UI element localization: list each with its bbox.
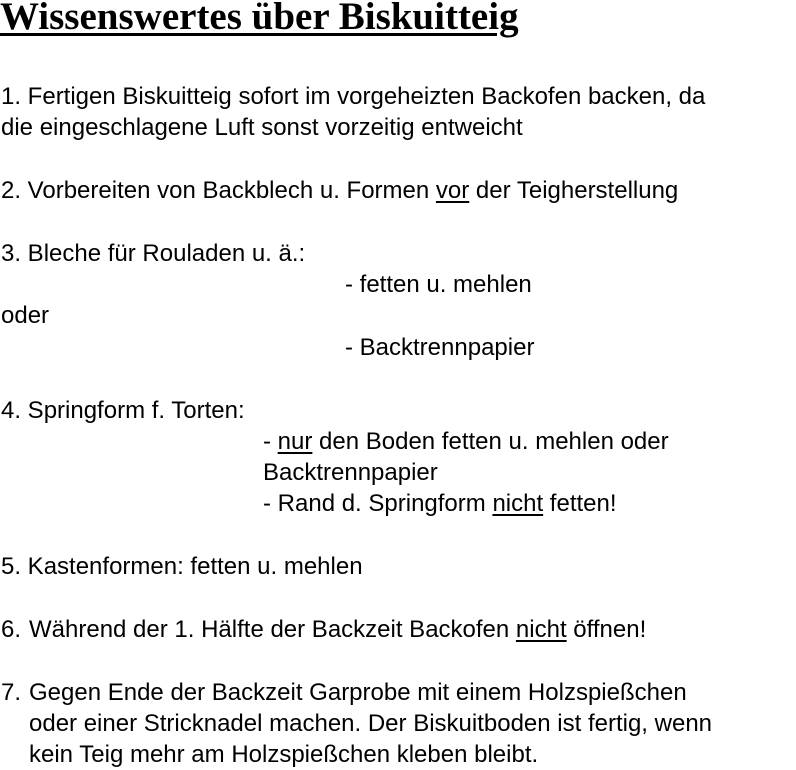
tip-3-option-2: - Backtrennpapier: [345, 334, 535, 361]
page-title: Wissenswertes über Biskuitteig: [0, 0, 519, 38]
tip-4-item-2-text-start: - Rand d. Springform: [263, 490, 493, 517]
tip-4-item-1-prefix: -: [263, 428, 278, 455]
tip-1-line-2: die eingeschlagene Luft sonst vorzeitig entweicht: [1, 114, 523, 141]
tip-6-text-end: öffnen!: [566, 616, 647, 643]
tip-6: [29, 616, 646, 644]
tip-6-text-start: Während der 1. Hälfte der Backzeit Backofen: [29, 616, 516, 643]
tip-4-item-2-text-end: fetten!: [543, 490, 617, 517]
tip-5: 5. Kastenformen: fetten u. mehlen: [1, 553, 363, 580]
tip-2: [1, 177, 678, 205]
tip-4-item-1-emphasis: nur: [277, 428, 313, 455]
tip-3-heading: 3. Bleche für Rouladen u. ä.:: [1, 240, 306, 267]
tip-6-emphasis: nicht: [515, 616, 567, 643]
tip-7-line-1: Gegen Ende der Backzeit Garprobe mit einem Holzspießchen: [29, 679, 687, 706]
tip-7-line-2: oder einer Stricknadel machen. Der Biskuitboden ist fertig, wenn: [29, 710, 713, 737]
tip-4-heading: 4. Springform f. Torten:: [1, 397, 245, 424]
tip-2-text-end: der Teigherstellung: [469, 177, 679, 204]
tip-1-line-1: 1. Fertigen Biskuitteig sofort im vorgeheizten Backofen backen, da: [1, 83, 706, 110]
tip-4-item-2: [263, 490, 617, 518]
tip-3-option-1: - fetten u. mehlen: [345, 271, 532, 298]
tip-4-item-1: [263, 428, 669, 456]
tip-4-item-1-line-2: Backtrennpapier: [263, 459, 438, 486]
tip-4-item-2-emphasis: nicht: [492, 490, 544, 517]
tip-2-emphasis: vor: [435, 177, 470, 204]
tip-7-line-3: kein Teig mehr am Holzspießchen kleben bleibt.: [29, 741, 539, 768]
tip-6-number: 6.: [1, 616, 22, 643]
tip-4-item-1-text: den Boden fetten u. mehlen oder: [312, 428, 669, 455]
tip-2-text-start: 2. Vorbereiten von Backblech u. Formen: [1, 177, 436, 204]
tip-3-or: oder: [1, 302, 50, 329]
tip-7-number: 7.: [1, 679, 22, 706]
